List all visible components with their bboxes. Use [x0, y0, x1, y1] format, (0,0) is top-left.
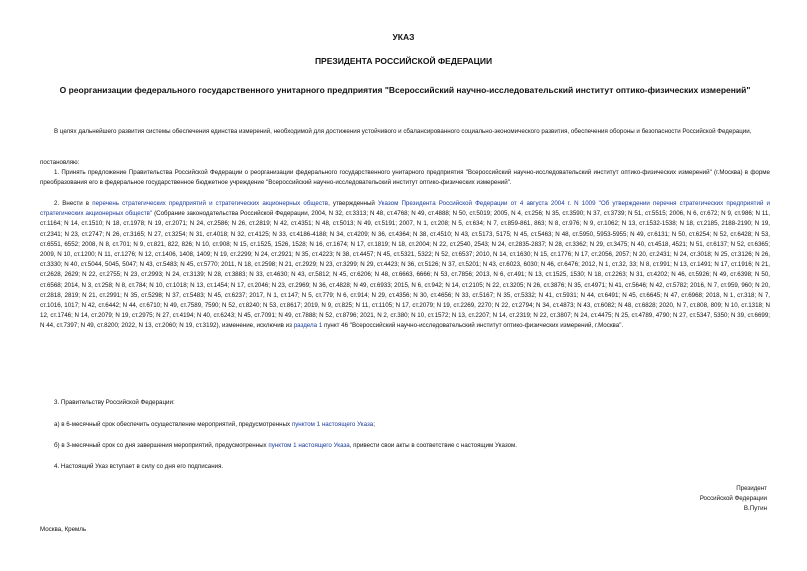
- link-point-1-a[interactable]: пунктом 1 настоящего Указа: [291, 421, 374, 428]
- paragraph-2: [40, 199, 770, 332]
- paragraph-3: 3. Правительству Российской Федерации:: [54, 399, 175, 406]
- paragraph-4: 4. Настоящий Указ вступает в силу со дня его подписания.: [54, 463, 224, 470]
- p2-mid1: , утвержденный: [328, 200, 379, 207]
- signing-place: Москва, Кремль: [40, 526, 87, 533]
- p3a-end: ;: [373, 421, 375, 428]
- paragraph-3a: [40, 420, 770, 430]
- link-decree-1009[interactable]: Указом Президента Российской Федерации от 4 августа 2004 г. N 1009 "Об утверждении перечня стратегических предприятий и стратегических акционерных обществ": [40, 200, 771, 218]
- signature-title: Президент: [736, 485, 767, 492]
- p2-start: 2. Внести в: [54, 200, 93, 207]
- p3a-start: а) в 6-месячный срок обеспечить осуществление мероприятий, предусмотренных: [54, 421, 292, 428]
- link-section-1[interactable]: раздела 1: [293, 322, 323, 330]
- doc-title: О реорганизации федерального государственного унитарного предприятия "Всероссийский научно-исследовательский институт оптико-физических измерений": [59, 85, 751, 95]
- signature-block: [700, 484, 767, 514]
- postanovlyayu: постановляю:: [40, 159, 80, 166]
- p2-mid2: (Собрание законодательства Российской Федерации, 2004, N 32, ст.3313; N 48, ст.4768; N 49, ст.4888; N 50, ст.5019; 2005, N 4, ст.256; N 35, ст.3590; N 37, ст.3739; N 51, ст.5515; 2006, N 6, ст.672; N 9, ст.986; N 11, ст.1164; N 14, ст.1510; N 18, ст.1978; N 19, ст.2071; N 24, ст.2586; N 26, ст.2819; N 42, ст.4351; N 48, ст.5013; N 49, ст.5191; 2007, N 1, ст.208; N 5, ст.634; N 7, ст.859-861, 863; N 8, ст.976; N 9, ст.1062; N 13, ст.1532-1538; N 18, ст.2185, 2188-2190; N 19, ст.2341; N 23, ст.2747; N 26, ст.3165; N 27, ст.3254; N 31, ст.4018; N 32, ст.4125; N 33, ст.4186-4188; N 34, ст.4209; N 36, ст.4364; N 38, ст.4510; N 43, ст.5173, 5175; N 45, ст.5463; N 48, ст.5950, 5953-5955; N 49, ст.6131; N 50, ст.6254; N 52, ст.6428; N 53, ст.6551, 6552; 2008, N 8, ст.701; N 9, ст.821, 822, 826; N 10, ст.908; N 15, ст.1525, 1526, 1528; N 16, ст.1674; N 17, ст.1819; N 18, ст.2004; N 22, ст.2540, 2543; N 24, ст.2835-2837; N 28, ст.3362; N 29, ст.3475; N 40, ст.4518, 4521; N 51, ст.6137; N 52, ст.6365; 2009, N 10, ст.1200; N 11, ст.1276; N 12, ст.1406, 1408, 1409; N 19, ст.2299; N 24, ст.2921; N 35, ст.4223; N 38, ст.4457; N 45, ст.5321, 5322; N 52, ст.6537; 2010, N 14, ст.1630; N 15, ст.1776; N 17, ст.2056, 2057; N 20, ст.2431; N 24, ст.3018; N 25, ст.3126; N 26, ст.3330; N 40, ст.5044, 5045, 5047; N 43, ст.5483; N 45, ст.5770; 2011, N 18, ст.2598; N 21, ст.2929; N 23, ст.3299; N 29, ст.4423; N 36, ст.5126; N 37, ст.5201; N 43, ст.6023, 6030; N 46, ст.6476; 2012, N 1, ст.32, 33; N 8, ст.991; N 13, ст.1491; N 17, ст.1916; N 21, ст.2628, 2629; N 22, ст.2755; N 23, ст.2993; N 24, ст.3139; N 28, ст.3883; N 33, ст.4630; N 43, ст.5812; N 45, ст.6206; N 48, ст.6663, 6666; N 53, ст.7856; 2013, N 6, ст.491; N 13, ст.1525, 1530; N 18, ст.2263; N 31, ст.4202; N 46, ст.5926; N 49, ст.6398; N 50, ст.6568; 2014, N 3, ст.258; N 8, ст.784; N 10, ст.1018; N 13, ст.1454; N 17, ст.2046; N 23, ст.2969; N 36, ст.4828; N 49, ст.6933; 2015, N 6, ст.942; N 14, ст.2105; N 22, ст.3205; N 26, ст.3876; N 35, ст.4971; N 41, ст.5646; N 42, ст.5782; 2016, N 7, ст.959, 960; N 20, ст.2818, 2819; N 21, ст.2991; N 35, ст.5298; N 37, ст.5483; N 45, ст.6237; 2017, N 1, ст.147; N 5, ст.779; N 6, ст.914; N 29, ст.4356; N 30, ст.4656; N 33, ст.5167; N 35, ст.5332; N 41, ст.5931; N 44, ст.6491; N 45, ст.6645; N 47, ст.6968; 2018, N 1, ст.318; N 7, ст.1016, 1017; N 42, ст.6442; N 44, ст.6710; N 49, ст.7589, 7590; N 52, ст.8240; N 53, ст.8617; 2019, N 9, ст.825; N 11, ст.1105; N 17, ст.2079; N 19, ст.2269, 2270; N 22, ст.2794; N 34, ст.4873; N 43, ст.6082; N 48, ст.6828; 2020, N 7, ст.808, 809; N 10, ст.1318; N 12, ст.1746; N 14, ст.2079; N 19, ст.2975; N 27, ст.4194; N 40, ст.6243; N 45, ст.7091; N 49, ст.7888; N 52, ст.8796; 2021, N 2, ст.380; N 10, ст.1572; N 13, ст.2207; N 14, ст.2319; N 22, ст.3807; N 24, ст.4475; N 25, ст.4789, 4790; N 27, ст.5347, 5350; N 39, ст.6699; N 44, ст.7397; N 49, ст.8200; 2022, N 13, ст.2060; N 19, ст.3192), изменение, исключив из: [40, 210, 770, 330]
- paragraph-1: 1. Принять предложение Правительства Российской Федерации о реорганизации федерального государственного унитарного предприятия "Всероссийский научно-исследовательский институт оптико-физических измерений" (г.Москва) в форме преобразования его в федеральное государственное бюджетное учреждение "Всероссийский научно-исследовательский институт оптико-физических измерений".: [40, 169, 770, 186]
- signature-country: Российской Федерации: [699, 495, 767, 502]
- link-strategic-list[interactable]: перечень стратегических предприятий и стратегических акционерных обществ: [92, 200, 329, 207]
- doc-type-heading: УКАЗ: [392, 32, 415, 42]
- p3b-start: б) в 3-месячный срок со дня завершения мероприятий, предусмотренных: [54, 442, 269, 449]
- signature-name: В.Путин: [743, 505, 767, 512]
- link-point-1-b[interactable]: пунктом 1 настоящего Указа: [268, 442, 350, 449]
- preamble: В целях дальнейшего развития системы обеспечения единства измерений, необходимой для достижения устойчивого и сбалансированного социально-экономического развития, обеспечения обороны и безопасности Российской Федерации,: [54, 128, 752, 135]
- doc-issuer-heading: ПРЕЗИДЕНТА РОССИЙСКОЙ ФЕДЕРАЦИИ: [314, 56, 493, 66]
- paragraph-3b: [40, 441, 770, 451]
- p2-end: пункт 46 "Всероссийский научно-исследовательский институт оптико-физических измерений, г.Москва".: [322, 322, 624, 330]
- p3b-end: , привести свои акты в соответствие с настоящим Указом.: [349, 442, 518, 449]
